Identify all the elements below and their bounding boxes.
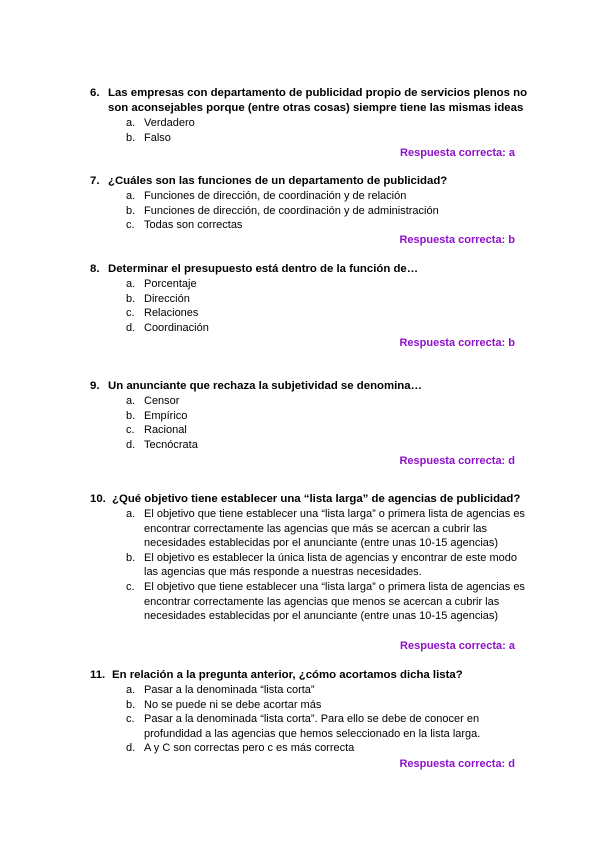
question-11 (90, 668, 530, 756)
question-number: 9. (90, 380, 100, 392)
option-letter: d. (126, 321, 136, 334)
option-letter: a. (126, 117, 136, 129)
option-text: El objetivo que tiene establecer una “lista larga” o primera lista de agencias es encontrar correctamente las agencias que más se acercan a cubrir las necesidades establecidas por el anunciante (entre unas 10-15 agencias) (144, 508, 525, 550)
question-10 (90, 492, 530, 624)
option-letter: b. (126, 131, 136, 144)
option-text: El objetivo que tiene establecer una “lista larga” o primera lista de agencias es encontrar correctamente las agencias que menos se acercan a cubrir las necesidades establecidas por el anunciante (entre unas 10-15 agencias) (144, 580, 525, 623)
option-text: Relaciones (144, 307, 199, 320)
question-title (90, 668, 530, 683)
question-8 (90, 262, 530, 335)
option-text: Funciones de dirección, de coordinación y de administración (144, 204, 439, 217)
option-letter: a. (126, 190, 136, 202)
option-text: Porcentaje (144, 278, 197, 290)
option-letter: b. (126, 409, 136, 422)
option-text: Tecnócrata (144, 438, 198, 451)
answer-6: Respuesta correcta: a (400, 147, 515, 159)
option-letter: a. (126, 684, 136, 696)
question-number: 7. (90, 175, 100, 187)
option-text: No se puede ni se debe acortar más (144, 698, 322, 711)
question-title (90, 86, 530, 116)
option-a (126, 394, 530, 409)
option-text: Pasar a la denominada “lista corta”. Para ello se debe de conocer en profundidad a las agencias que hemos seleccionado en la lista larga. (144, 713, 481, 740)
option-letter: b. (126, 551, 136, 564)
question-text: ¿Cuáles son las funciones de un departamento de publicidad? (108, 175, 448, 187)
option-a (126, 189, 530, 204)
option-c (126, 218, 530, 233)
question-text: Determinar el presupuesto está dentro de la función de… (108, 263, 419, 275)
question-title (90, 492, 530, 507)
question-text: Un anunciante que rechaza la subjetividad se denomina… (108, 380, 422, 392)
option-text: Racional (144, 424, 187, 437)
option-letter: b. (126, 292, 136, 305)
option-letter: c. (126, 424, 135, 437)
answer-9: Respuesta correcta: d (399, 455, 515, 467)
option-letter: c. (126, 219, 135, 232)
question-title (90, 262, 530, 277)
question-number: 10. (90, 493, 106, 505)
option-text: Pasar a la denominada “lista corta” (144, 684, 315, 696)
question-number: 6. (90, 87, 100, 99)
option-c (126, 306, 530, 321)
option-letter: c. (126, 713, 135, 726)
option-text: Todas son correctas (144, 219, 243, 232)
question-7 (90, 174, 530, 233)
option-b (126, 409, 530, 424)
question-number: 11. (90, 669, 106, 681)
option-letter: d. (126, 438, 136, 451)
option-text: Verdadero (144, 117, 195, 129)
option-b (126, 698, 530, 713)
option-text: Dirección (144, 292, 190, 305)
option-text: Empírico (144, 409, 188, 422)
option-letter: a. (126, 278, 136, 290)
question-title (90, 174, 530, 189)
question-text: Las empresas con departamento de publicidad propio de servicios plenos no son aconsejables porque (entre otras cosas) siempre tiene las mismas ideas (108, 87, 528, 114)
option-letter: a. (126, 508, 136, 520)
answer-11: Respuesta correcta: d (399, 758, 515, 770)
answer-10: Respuesta correcta: a (400, 640, 515, 652)
question-9 (90, 379, 530, 452)
option-b (126, 131, 530, 146)
option-d (126, 321, 530, 336)
option-b (126, 204, 530, 219)
question-text: ¿Qué objetivo tiene establecer una “lista larga” de agencias de publicidad? (112, 493, 521, 505)
option-a (126, 277, 530, 292)
option-text: Coordinación (144, 321, 209, 334)
option-letter: b. (126, 204, 136, 217)
answer-7: Respuesta correcta: b (399, 234, 515, 246)
option-text: Funciones de dirección, de coordinación y de relación (144, 190, 407, 202)
option-b (126, 551, 530, 580)
option-a (126, 507, 530, 551)
option-text: El objetivo es establecer la única lista de agencias y encontrar de este modo las agencias que más responde a nuestras necesidades. (144, 551, 517, 579)
option-letter: b. (126, 698, 136, 711)
option-letter: a. (126, 395, 136, 407)
option-letter: c. (126, 580, 135, 593)
option-c (126, 423, 530, 438)
option-letter: c. (126, 307, 135, 320)
question-title (90, 379, 530, 394)
option-d (126, 438, 530, 453)
answer-8: Respuesta correcta: b (399, 337, 515, 349)
question-number: 8. (90, 263, 100, 275)
option-d (126, 741, 530, 756)
option-c (126, 580, 530, 624)
option-letter: d. (126, 742, 136, 755)
question-6 (90, 86, 530, 145)
option-c (126, 712, 530, 741)
option-text: Censor (144, 395, 180, 407)
option-a (126, 683, 530, 698)
option-b (126, 292, 530, 307)
option-text: A y C son correctas pero c es más correcta (144, 742, 355, 755)
question-text: En relación a la pregunta anterior, ¿cómo acortamos dicha lista? (112, 669, 463, 681)
option-a (126, 116, 530, 131)
option-text: Falso (144, 131, 171, 144)
